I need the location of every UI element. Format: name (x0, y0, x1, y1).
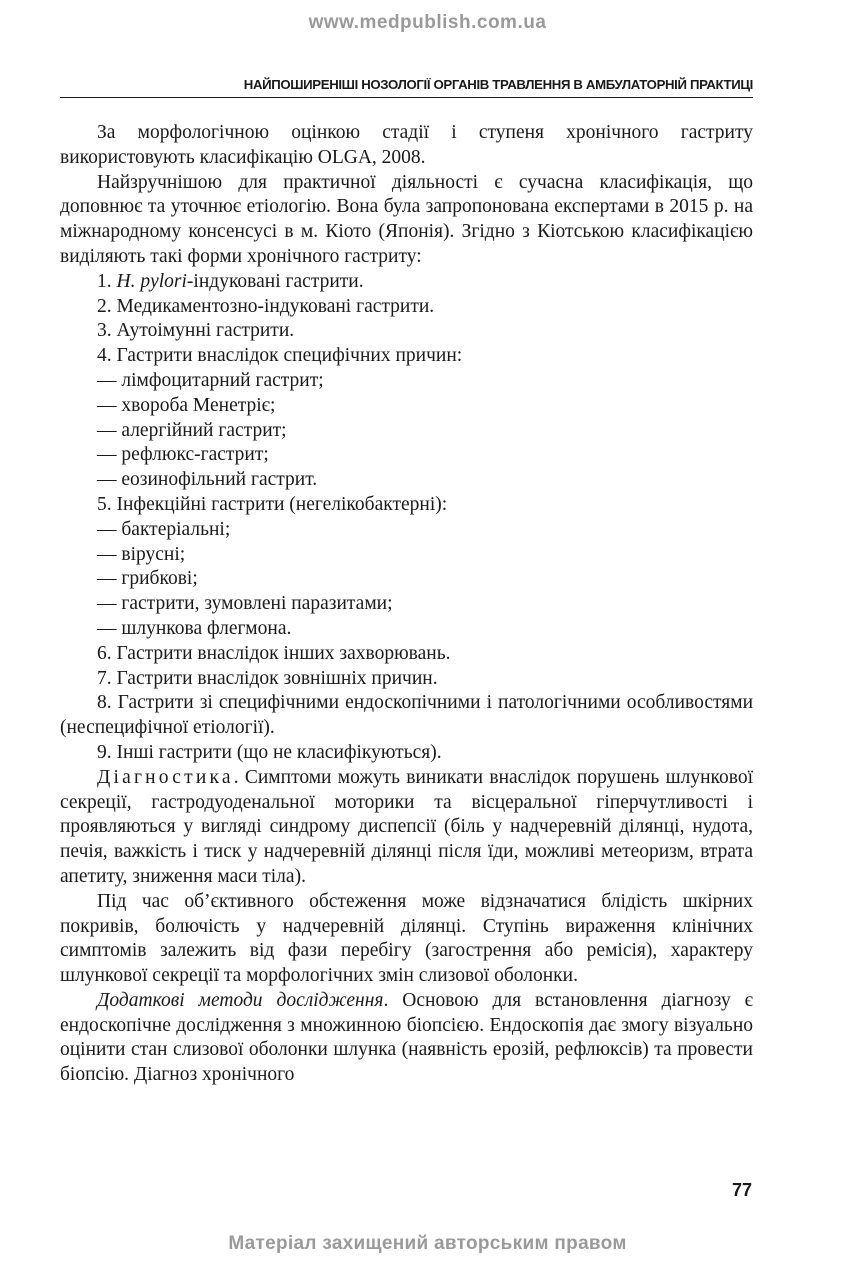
paragraph-olga: За морфологічною оцінкою стадії і ступеня хронічного гастриту використовують класифікацію OLGA, 2008. (60, 122, 753, 168)
list-item: 8. Гастрити зі специфічними ендоскопічними і патологічними особливостями (неспецифічної етіології). (60, 692, 753, 739)
copyright-watermark: Матеріал захищений авторським правом (228, 1233, 627, 1254)
diagnostics-text: . Симптоми можуть виникати внаслідок порушень шлункової секреції, гастродуоденальної моторики та вісцеральної гіперчутливості і проявляються у вигляді синдрому диспепсії (біль у надчеревній ділянці, нудота, печія, важкість і тиск у надчеревній ділянці після їди, можливі метеоризм, втрата апетиту, зниження маси тіла). (60, 766, 753, 887)
page-number: 77 (731, 1180, 752, 1200)
running-title: НАЙПОШИРЕНІШІ НОЗОЛОГІЇ ОРГАНІВ ТРАВЛЕННЯ В АМБУЛАТОРНІЙ ПРАКТИЦІ (243, 77, 753, 92)
paragraph-methods (60, 989, 753, 1088)
list-item: 5. Інфекційні гастрити (негелікобактерні): (97, 493, 448, 515)
list-item-number: 1. (97, 270, 117, 292)
list-item: 6. Гастрити внаслідок інших захворювань. (97, 642, 451, 664)
list-item: 7. Гастрити внаслідок зовнішніх причин. (97, 667, 438, 689)
h-pylori-term: H. pylori (116, 270, 187, 292)
sub-list-item: — хвороба Менетріє; (97, 394, 276, 416)
diagnostics-heading: Діагностика (97, 766, 234, 788)
list-item: 2. Медикаментозно-індуковані гастрити. (97, 295, 435, 317)
paragraph-diagnostics (60, 766, 753, 890)
list-item: 9. Інші гастрити (що не класифікуються). (97, 741, 442, 763)
paragraph-kyoto: Найзручнішою для практичної діяльності є сучасна класифікація, що доповнює та уточнює етіологію. Вона була запропонована експертами в 2015 р. на міжнародному консенсусі в м. Кіото (Японія). Згідно з Кіотською класифікацією виділяють такі форми хронічного гастриту: (60, 171, 753, 267)
sub-list-item: — алергійний гастрит; (97, 419, 287, 441)
paragraph-examination: Під час об’єктивного обстеження може відзначатися блідість шкірних покривів, болючість у надчеревній ділянці. Ступінь вираження клінічних симптомів залежить від фази перебігу (загострення або ремісія), характеру шлункової секреції та морфологічних змін слизової оболонки. (60, 890, 753, 987)
sub-list-item: — гастрити, зумовлені паразитами; (97, 593, 393, 615)
methods-text: . Основою для встановлення діагнозу є ендоскопічне дослідження з множинною біопсією. Ендоскопія дає змогу візуально оцінити стан слизової оболонки шлунка (наявність ерозій, рефлюксів) та провести біопсію. Діагноз хронічного (60, 989, 753, 1086)
sub-list-item: — шлункова флегмона. (97, 617, 292, 639)
header-rule (60, 97, 753, 98)
list-item (60, 270, 753, 295)
sub-list-item: — бактеріальні; (97, 518, 231, 540)
sub-list-item: — лімфоцитарний гастрит; (97, 369, 324, 391)
list-item: 4. Гастрити внаслідок специфічних причин: (97, 345, 463, 367)
site-url-watermark: www.medpublish.com.ua (308, 12, 547, 33)
sub-list-item: — рефлюкс-гастрит; (97, 444, 269, 466)
list-item-text: -індуковані гастрити. (186, 270, 364, 292)
sub-list-item: — вірусні; (97, 543, 186, 565)
list-item: 3. Аутоімунні гастрити. (97, 320, 295, 342)
sub-list-item: — еозинофільний гастрит. (97, 469, 318, 491)
page-body (60, 121, 753, 1088)
methods-heading: Додаткові методи дослідження (97, 989, 384, 1011)
sub-list-item: — грибкові; (97, 568, 198, 590)
